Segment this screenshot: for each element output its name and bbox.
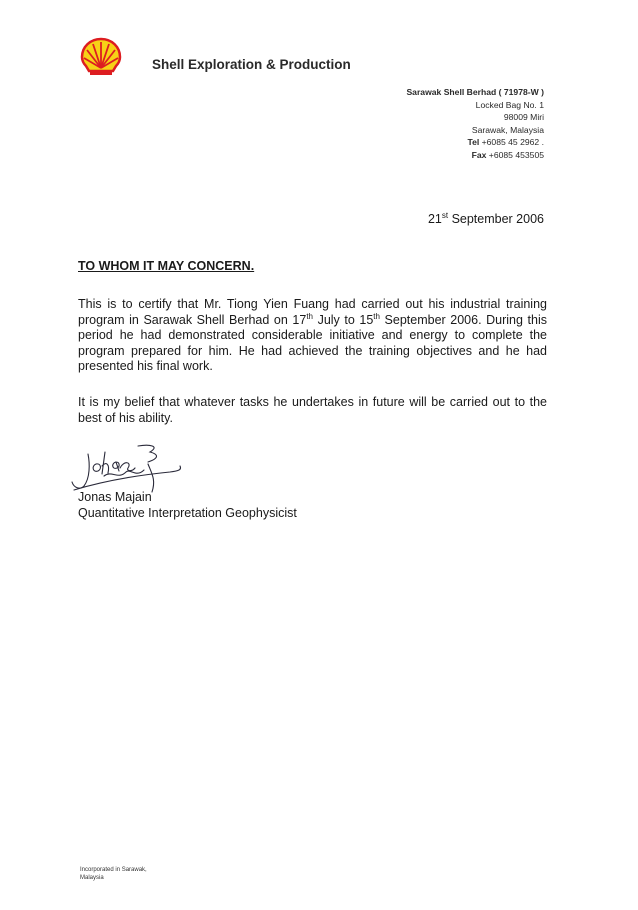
- footer-incorporation-note: [80, 866, 147, 883]
- tel-value: +6085 45 2962 .: [481, 137, 544, 148]
- fax-label: Fax: [471, 149, 487, 160]
- signer-title: Quantitative Interpretation Geophysicist: [78, 506, 297, 520]
- date-rest: September 2006: [448, 212, 544, 226]
- footer-line-2: Malaysia: [80, 875, 104, 882]
- signer-name: Jonas Majain: [78, 490, 152, 504]
- company-address: [406, 86, 544, 162]
- fax-value: +6085 453505: [488, 149, 544, 160]
- letter-paragraph-2: It is my belief that whatever tasks he undertakes in future will be carried out to the best of his ability.: [78, 395, 547, 425]
- letter-date: [428, 212, 544, 226]
- paragraph-1-sup-1: th: [306, 311, 313, 321]
- letter-heading: TO WHOM IT MAY CONCERN.: [78, 259, 255, 273]
- shell-logo: [80, 37, 122, 77]
- company-title: Shell Exploration & Production: [152, 57, 351, 72]
- paragraph-1-part-1: This is to certify that Mr. Tiong Yien Fuang had carried out his industrial training program in Sarawak Shell Berhad on 17: [78, 297, 547, 327]
- address-line-2: 98009 Miri: [503, 112, 544, 123]
- address-line-3: Sarawak, Malaysia: [471, 124, 544, 135]
- date-day: 21: [427, 212, 442, 226]
- tel-label: Tel: [467, 137, 480, 148]
- address-entity: Sarawak Shell Berhad ( 71978-W ): [406, 87, 544, 97]
- paragraph-1-sup-2: th: [373, 311, 380, 321]
- address-tel: [406, 136, 544, 149]
- paragraph-1-part-2: July to 15: [312, 312, 374, 327]
- footer-line-1: Incorporated in Sarawak,: [80, 867, 147, 873]
- address-line-1: Locked Bag No. 1: [475, 99, 544, 110]
- paragraph-1-part-3: September 2006. During this period he had demonstrated considerable initiative and energy to complete the program prepared for him. He had achieved the training objectives and he had presented his final work.: [78, 312, 547, 374]
- address-fax: [406, 149, 544, 162]
- date-day-suffix: st: [441, 210, 449, 220]
- letter-paragraph-1: [78, 297, 547, 375]
